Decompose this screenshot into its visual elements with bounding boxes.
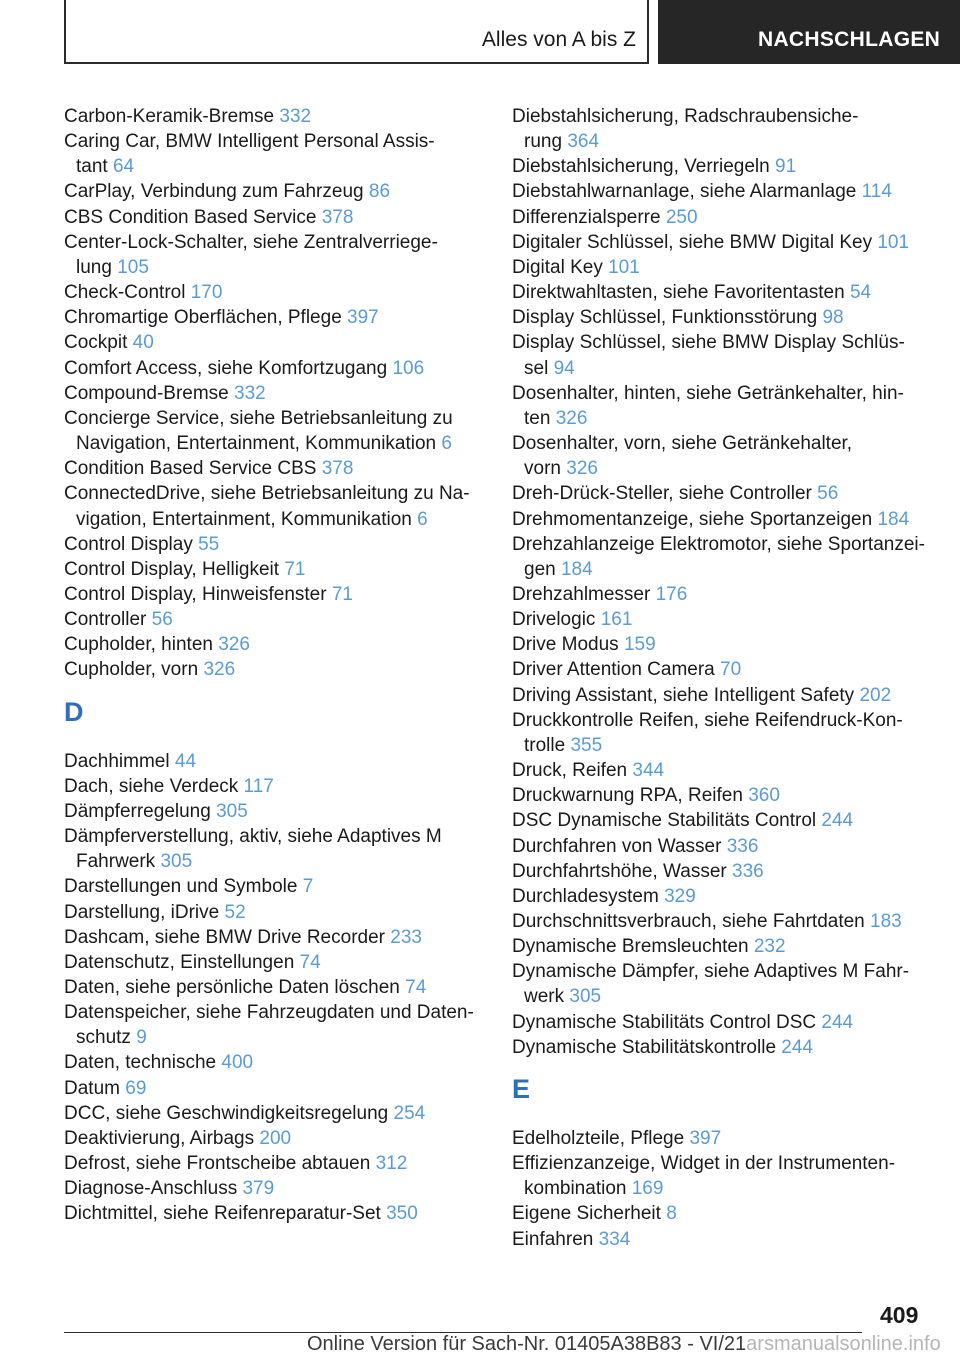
index-entry (64, 900, 484, 925)
page-reference-link[interactable]: 176 (655, 583, 688, 605)
index-entry (512, 1126, 932, 1151)
page-reference-link[interactable]: 101 (877, 231, 910, 253)
page-reference-link[interactable]: 161 (600, 609, 633, 631)
index-entry (512, 758, 932, 783)
index-entry (64, 456, 484, 481)
index-entry-text: Diagnose-Anschluss (64, 1178, 238, 1200)
page-reference-link[interactable]: 344 (632, 760, 665, 782)
index-entry-text: Dämpferverstellung, aktiv, siehe Adaptives M Fahrwerk (64, 826, 442, 873)
index-entry-text: Einfahren (512, 1228, 594, 1250)
page-reference-link[interactable]: 6 (417, 508, 428, 530)
index-entry (64, 356, 484, 381)
index-entry-text: Comfort Access, siehe Komfortzugang (64, 357, 388, 379)
index-entry-text: Drivelogic (512, 609, 596, 631)
page-reference-link[interactable]: 334 (598, 1228, 631, 1250)
index-entry-text: Cockpit (64, 332, 128, 354)
index-entry-text: Dashcam, siehe BMW Drive Recorder (64, 926, 385, 948)
index-entry (512, 708, 932, 758)
index-entry-text: Dynamische Stabilitäts Control DSC (512, 1011, 817, 1033)
index-entry (512, 1010, 932, 1035)
index-entry (512, 1227, 932, 1252)
page-reference-link[interactable]: 378 (321, 206, 354, 228)
index-entry-text: Dynamische Dämpfer, siehe Adaptives M Fahr- werk (512, 961, 910, 1008)
index-entry-text: Compound-Bremse (64, 382, 229, 404)
page-reference-link[interactable]: 86 (368, 181, 391, 203)
index-entry (64, 925, 484, 950)
page-reference-link[interactable]: 326 (218, 634, 250, 656)
page-reference-link[interactable]: 312 (375, 1153, 408, 1175)
chapter-tab (658, 0, 960, 64)
index-entry-text: ConnectedDrive, siehe Betriebsanleitung zu Na- vigation, Entertainment, Kommunikation (64, 483, 470, 530)
index-entry-text: Defrost, siehe Frontscheibe abtauen (64, 1153, 371, 1175)
index-entry (512, 481, 932, 506)
page-number: 409 (880, 1302, 919, 1328)
index-entry-text: Dynamische Bremsleuchten (512, 936, 749, 958)
index-entry (512, 431, 932, 481)
index-entry (64, 532, 484, 557)
page-reference-link[interactable]: 64 (112, 156, 135, 178)
index-entry-text: Digital Key (512, 256, 603, 278)
index-entry-text: Druckkontrolle Reifen, siehe Reifendruck-Kon- trolle (512, 709, 903, 756)
index-entry (512, 607, 932, 632)
index-entry-text: Caring Car, BMW Intelligent Personal Assis- tant (64, 131, 435, 178)
index-entry (64, 406, 484, 456)
page-reference-link[interactable]: 56 (817, 483, 839, 505)
index-entry-text: Drehmomentanzeige, siehe Sportanzeigen (512, 508, 873, 530)
index-entry-text: Daten, technische (64, 1052, 217, 1074)
page-reference-link[interactable]: 332 (279, 106, 312, 127)
page-reference-link[interactable]: 98 (822, 307, 844, 329)
page-reference-link[interactable]: 71 (331, 583, 353, 605)
index-entry (512, 179, 932, 204)
index-entry-text: Dosenhalter, hinten, siehe Getränkehalter, hin- ten (512, 382, 904, 429)
index-entry-text: Durchladesystem (512, 885, 659, 907)
page-reference-link[interactable]: 44 (174, 750, 197, 772)
index-entry (512, 507, 932, 532)
index-entry (512, 1035, 932, 1060)
index-entry (64, 1076, 484, 1101)
page-reference-link[interactable]: 70 (720, 659, 742, 681)
page-reference-link[interactable]: 326 (566, 458, 598, 480)
page-reference-link[interactable]: 233 (390, 926, 422, 948)
index-entry (512, 657, 932, 682)
page-reference-link[interactable]: 397 (689, 1127, 722, 1149)
page-reference-link[interactable]: 105 (117, 256, 149, 278)
index-entry (512, 255, 932, 280)
index-entry-text: Cupholder, hinten (64, 634, 213, 656)
index-entry (64, 1151, 484, 1176)
index-entry (512, 205, 932, 230)
index-entry-text: Control Display, Helligkeit (64, 558, 280, 580)
index-entry-text: Diebstahlwarnanlage, siehe Alarmanlage (512, 181, 857, 203)
page-reference-link[interactable]: 184 (560, 558, 593, 580)
index-entry-text: CarPlay, Verbindung zum Fahrzeug (64, 181, 364, 203)
page-reference-link[interactable]: 350 (386, 1203, 418, 1225)
index-entry-text: Dach, siehe Verdeck (64, 775, 239, 797)
index-entry-text: DSC Dynamische Stabilitäts Control (512, 810, 817, 832)
index-entry (64, 1201, 484, 1226)
index-entry-text: Dachhimmel (64, 750, 170, 772)
index-entry (64, 104, 484, 129)
page-reference-link[interactable]: 360 (748, 785, 780, 807)
page-reference-link[interactable]: 159 (623, 634, 656, 656)
page-reference-link[interactable]: 106 (392, 357, 425, 379)
index-entry-text: Control Display (64, 533, 193, 555)
index-entry-text: Deaktivierung, Airbags (64, 1127, 255, 1149)
page-reference-link[interactable]: 250 (665, 206, 698, 228)
index-entry (64, 824, 484, 874)
index-entry (64, 749, 484, 774)
page-reference-link[interactable]: 244 (781, 1036, 813, 1058)
index-entry-text: Concierge Service, siehe Betriebsanleitung zu Navigation, Entertainment, Kommunikation (64, 407, 453, 455)
index-entry-text: Cupholder, vorn (64, 659, 199, 681)
page-reference-link[interactable]: 244 (821, 810, 854, 832)
index-entry (64, 179, 484, 204)
chapter-title: NACHSCHLAGEN (758, 28, 941, 51)
index-entry (64, 657, 484, 682)
page-reference-link[interactable]: 52 (224, 901, 246, 923)
index-entry-text: Drehzahlmesser (512, 583, 651, 605)
page-reference-link[interactable]: 305 (216, 800, 248, 822)
index-entry-text: Effizienzanzeige, Widget in der Instrumenten- kombination (512, 1153, 896, 1200)
index-entry-text: Durchfahren von Wasser (512, 835, 722, 857)
page-reference-link[interactable]: 169 (631, 1178, 664, 1200)
index-entry-text: Druck, Reifen (512, 760, 628, 782)
index-entry-text: Durchfahrtshöhe, Wasser (512, 860, 727, 882)
index-entry (64, 230, 484, 280)
index-entry (64, 1126, 484, 1151)
index-entry (64, 481, 484, 531)
page-reference-link[interactable]: 7 (302, 876, 314, 898)
page-reference-link[interactable]: 244 (821, 1011, 854, 1033)
page-reference-link[interactable]: 54 (849, 282, 872, 304)
page-reference-link[interactable]: 183 (870, 911, 902, 932)
page-reference-link[interactable]: 202 (859, 684, 892, 706)
index-entry (512, 808, 932, 833)
page-reference-link[interactable]: 364 (567, 131, 600, 153)
index-entry (64, 799, 484, 824)
index-entry-text: Drive Modus (512, 634, 619, 656)
index-entry-text: Dynamische Stabilitätskontrolle (512, 1036, 777, 1058)
index-entry-text: DCC, siehe Geschwindigkeitsregelung (64, 1102, 389, 1124)
index-entry (512, 834, 932, 859)
index-entry (64, 607, 484, 632)
index-entry-text: Condition Based Service CBS (64, 458, 317, 480)
page-reference-link[interactable]: 378 (321, 458, 354, 480)
index-entry (512, 280, 932, 305)
index-entry (512, 330, 932, 380)
page-reference-link[interactable]: 332 (234, 382, 266, 404)
page-reference-link[interactable]: 355 (570, 734, 603, 756)
index-entry-text: Controller (64, 609, 147, 631)
index-entry (64, 557, 484, 582)
index-entry-text: Control Display, Hinweisfenster (64, 583, 327, 605)
index-entry-text: Dämpferregelung (64, 800, 211, 822)
page-reference-link[interactable]: 55 (198, 533, 220, 555)
page-reference-link[interactable]: 379 (242, 1178, 275, 1200)
index-entry-text: Chromartige Oberflächen, Pflege (64, 307, 342, 329)
page-reference-link[interactable]: 8 (666, 1203, 677, 1225)
page-reference-link[interactable]: 94 (553, 357, 575, 379)
index-entry (64, 632, 484, 657)
index-entry (512, 154, 932, 179)
index-entry (512, 783, 932, 808)
index-entry-text: Check-Control (64, 282, 186, 304)
page-reference-link[interactable]: 400 (221, 1052, 254, 1074)
index-entry-text: Edelholzteile, Pflege (512, 1127, 685, 1149)
page-reference-link[interactable]: 326 (555, 407, 588, 429)
index-entry-text: Display Schlüssel, siehe BMW Display Schlüs- sel (512, 332, 905, 379)
index-entry (512, 909, 932, 934)
index-entry-text: Dreh-Drück-Steller, siehe Controller (512, 483, 812, 505)
index-column-left (64, 104, 484, 1227)
index-entry (64, 1050, 484, 1075)
page-reference-link[interactable]: 305 (569, 986, 602, 1008)
index-entry (512, 104, 932, 154)
index-entry-text: Durchschnittsverbrauch, siehe Fahrtdaten (512, 911, 865, 932)
index-entry (64, 950, 484, 975)
page-reference-link[interactable]: 74 (405, 977, 427, 998)
index-entry (64, 1176, 484, 1201)
page-reference-link[interactable]: 114 (861, 181, 892, 203)
index-entry-text: Driving Assistant, siehe Intelligent Safety (512, 684, 855, 706)
index-entry (64, 874, 484, 899)
index-entry (512, 884, 932, 909)
page-reference-link[interactable]: 74 (299, 951, 321, 973)
watermark-text: arsmanualsonline.info (746, 1333, 941, 1355)
index-entry-text: Carbon-Keramik-Bremse (64, 106, 275, 127)
page-reference-link[interactable]: 184 (877, 508, 910, 530)
page-reference-link[interactable]: 254 (393, 1102, 426, 1124)
index-entry (512, 230, 932, 255)
index-entry (512, 1201, 932, 1226)
page-reference-link[interactable]: 329 (664, 885, 696, 907)
page-reference-link[interactable]: 170 (190, 282, 223, 304)
page-reference-link[interactable]: 69 (125, 1077, 147, 1099)
page-reference-link[interactable]: 40 (132, 332, 154, 354)
index-entry-text: Driver Attention Camera (512, 659, 715, 681)
index-column-right (512, 104, 932, 1252)
index-entry-text: Daten, siehe persönliche Daten löschen (64, 977, 400, 998)
index-entry (512, 683, 932, 708)
page-reference-link[interactable]: 305 (160, 851, 193, 873)
index-entry (64, 305, 484, 330)
index-entry (64, 582, 484, 607)
index-entry-text: CBS Condition Based Service (64, 206, 317, 228)
index-entry-text: Differenzialsperre (512, 206, 661, 228)
page-reference-link[interactable]: 326 (203, 659, 236, 681)
index-entry-text: Center-Lock-Schalter, siehe Zentralverriege- lung (64, 231, 438, 278)
index-entry-text: Eigene Sicherheit (512, 1203, 661, 1225)
page-reference-link[interactable]: 56 (151, 609, 173, 631)
index-entry (64, 381, 484, 406)
index-entry (512, 934, 932, 959)
section-title: Alles von A bis Z (481, 28, 636, 51)
index-entry (512, 859, 932, 884)
page-reference-link[interactable]: 336 (726, 835, 759, 857)
index-entry-text: Druckwarnung RPA, Reifen (512, 785, 743, 807)
index-entry (64, 975, 484, 1000)
page-reference-link[interactable]: 91 (775, 156, 797, 178)
index-entry-text: Darstellungen und Symbole (64, 876, 298, 898)
index-entry (64, 774, 484, 799)
index-entry (64, 1101, 484, 1126)
page-reference-link[interactable]: 232 (753, 936, 786, 958)
index-entry-text: Direktwahltasten, siehe Favoritentasten (512, 282, 845, 304)
page-reference-link[interactable]: 397 (347, 307, 379, 329)
index-letter-heading: D (64, 696, 84, 727)
index-entry (64, 330, 484, 355)
index-entry-text: Darstellung, iDrive (64, 901, 220, 923)
index-entry (512, 1151, 932, 1201)
index-entry-text: Display Schlüssel, Funktionsstörung (512, 307, 818, 329)
index-entry (512, 959, 932, 1009)
index-entry (512, 305, 932, 330)
index-entry-text: Diebstahlsicherung, Radschraubensiche- rung (512, 106, 859, 153)
index-entry (512, 381, 932, 431)
index-entry-text: Dichtmittel, siehe Reifenreparatur-Set (64, 1203, 381, 1225)
index-entry-text: Datenspeicher, siehe Fahrzeugdaten und Daten- schutz (64, 1002, 474, 1049)
index-entry-text: Diebstahlsicherung, Verriegeln (512, 156, 770, 178)
page-reference-link[interactable]: 200 (259, 1127, 292, 1149)
page-reference-link[interactable]: 336 (732, 860, 764, 882)
index-entry (512, 582, 932, 607)
index-entry-text: Drehzahlanzeige Elektromotor, siehe Sportanzei- gen (512, 533, 925, 580)
index-entry-text: Digitaler Schlüssel, siehe BMW Digital Key (512, 231, 873, 253)
page-reference-link[interactable]: 71 (284, 558, 306, 580)
index-entry-text: Datum (64, 1077, 120, 1099)
index-entry (64, 205, 484, 230)
index-entry (64, 280, 484, 305)
online-version-text: Online Version für Sach-Nr. 01405A38B83 - VI/21 (307, 1333, 747, 1355)
footer-online-version (307, 1333, 941, 1356)
page-reference-link[interactable]: 117 (243, 775, 274, 797)
index-entry (512, 532, 932, 582)
page-reference-link[interactable]: 9 (136, 1027, 147, 1049)
index-entry (512, 632, 932, 657)
page-reference-link[interactable]: 101 (608, 256, 640, 278)
page-reference-link[interactable]: 6 (441, 433, 452, 455)
index-letter-heading: E (512, 1073, 531, 1104)
index-entry (64, 1000, 484, 1050)
index-entry-text: Dosenhalter, vorn, siehe Getränkehalter, vorn (512, 433, 853, 480)
index-entry (64, 129, 484, 179)
index-entry-text: Datenschutz, Einstellungen (64, 951, 295, 973)
